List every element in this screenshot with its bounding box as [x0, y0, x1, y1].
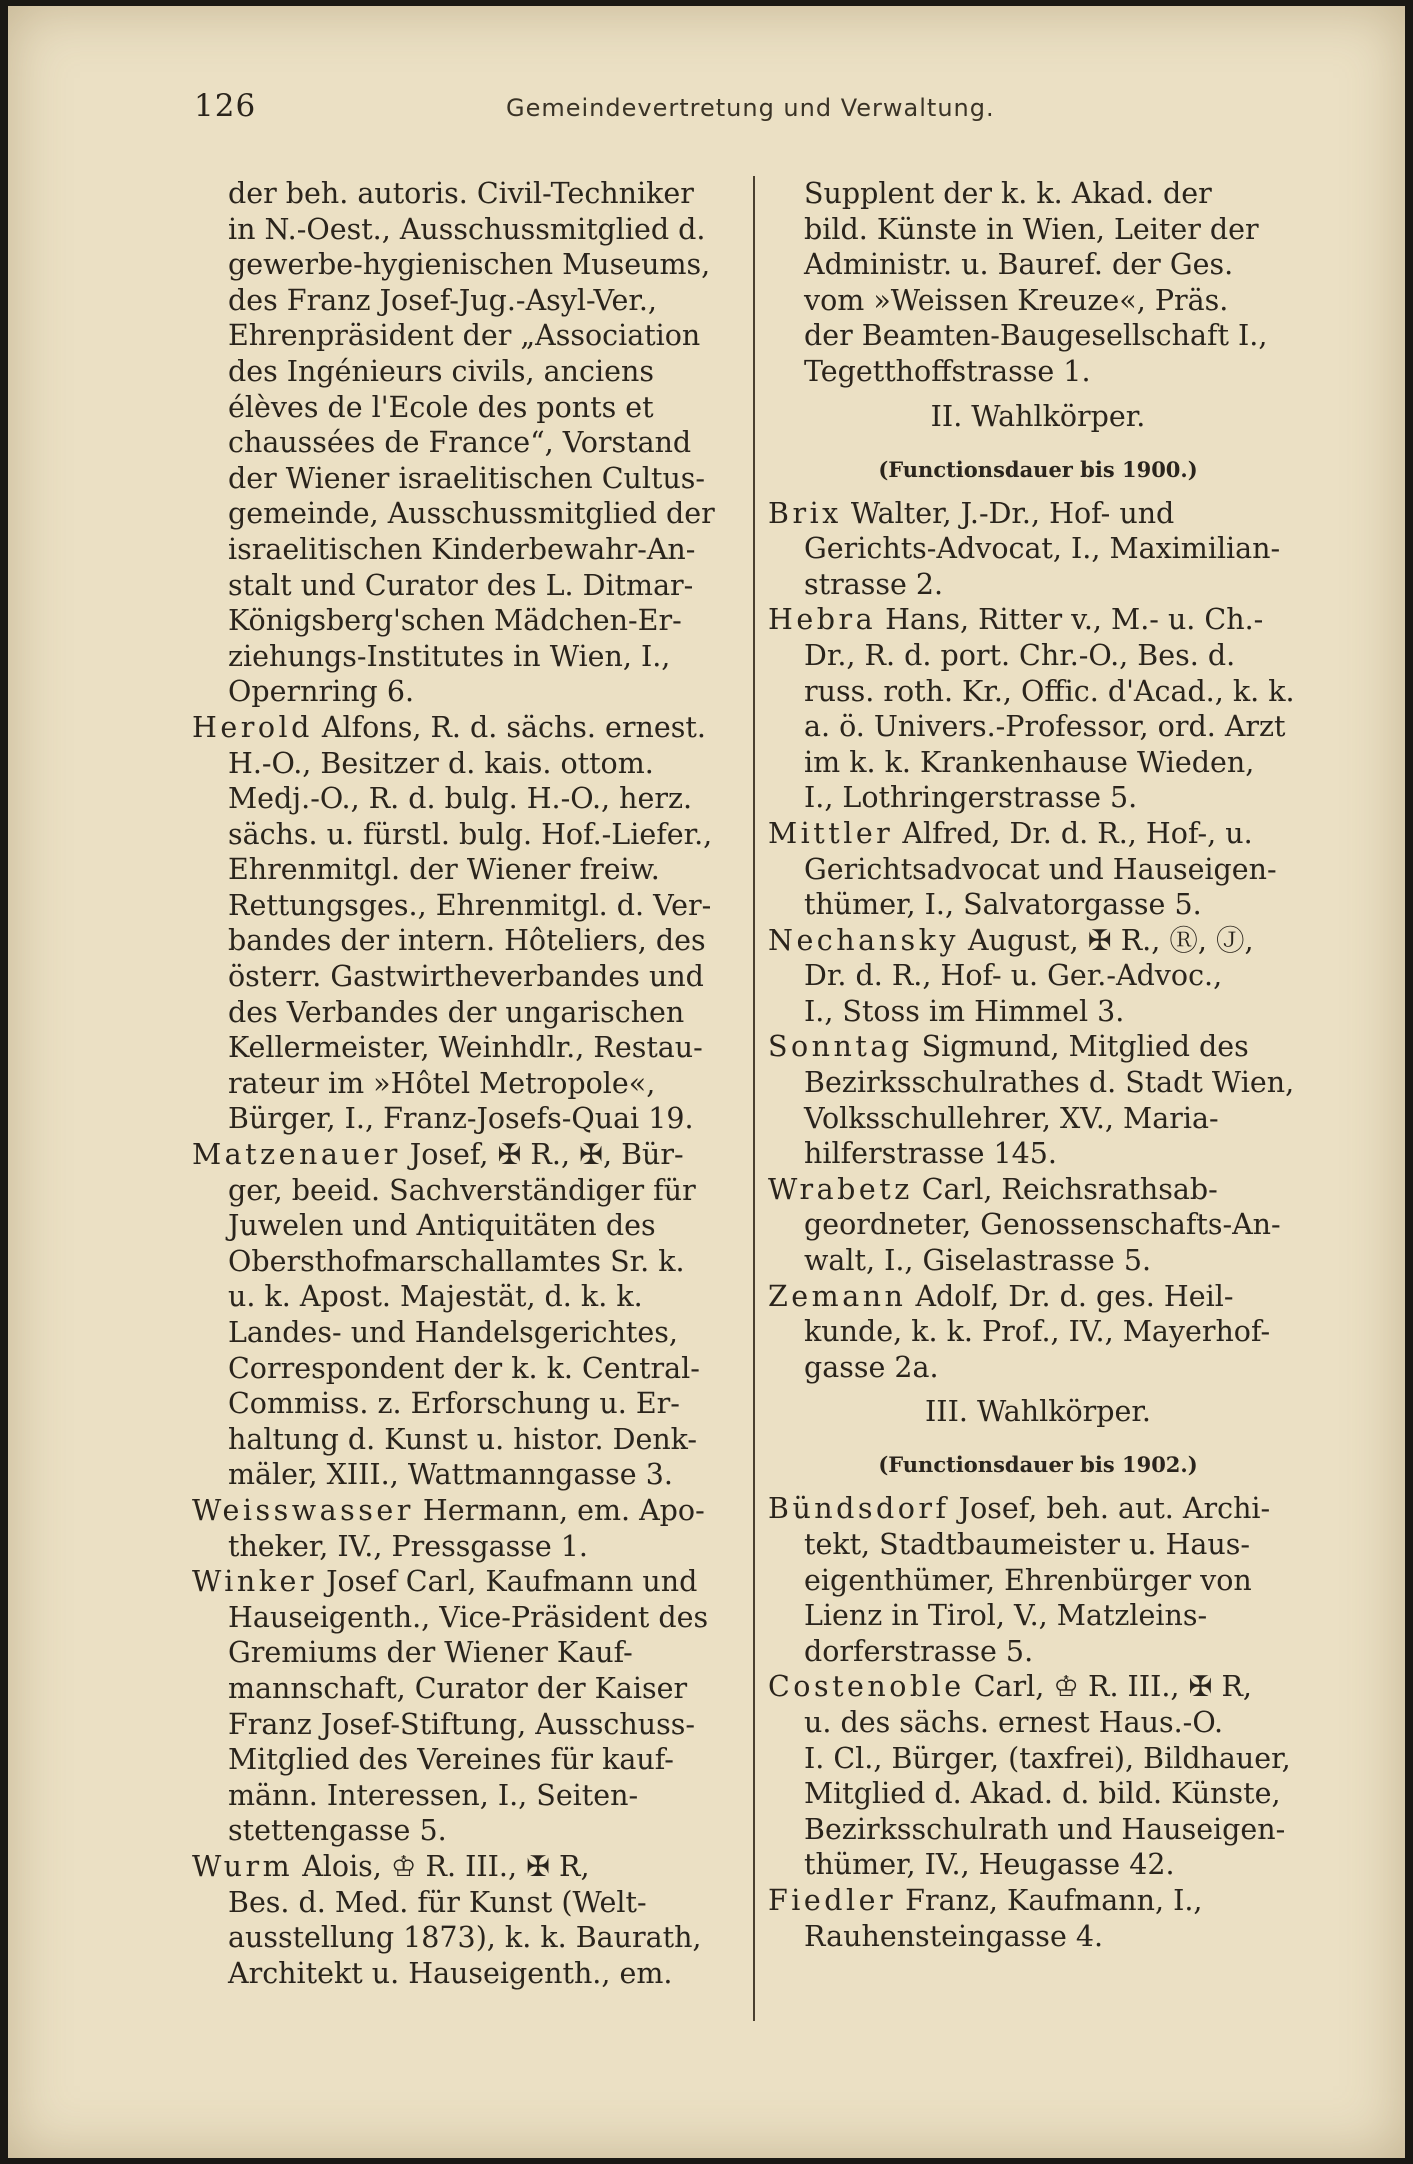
- entry-line: [768, 1527, 1308, 1563]
- entry-line: [768, 176, 1308, 212]
- entry-text: Obersthofmarschallamtes Sr. k.: [228, 1244, 685, 1278]
- entry-line: [768, 1776, 1308, 1812]
- entry-line: [192, 1671, 722, 1707]
- entry-first-line: [768, 1491, 1308, 1527]
- entry-text: Mitglied d. Akad. d. bild. Künste,: [804, 1777, 1281, 1811]
- entry-surname: Costenoble: [768, 1670, 965, 1704]
- entry-line: [192, 1066, 722, 1102]
- entry-text: u. k. Apost. Majestät, d. k. k.: [228, 1280, 643, 1314]
- entry-text: eigenthümer, Ehrenbürger von: [804, 1563, 1252, 1597]
- entry-text: Tegetthoffstrasse 1.: [804, 354, 1091, 388]
- entry-line: [768, 1101, 1308, 1137]
- entry-text: Kellermeister, Weinhdlr., Restau-: [228, 1031, 703, 1065]
- entry-text: Ehrenpräsident der „Association: [228, 319, 701, 353]
- entry-text: rateur im »Hôtel Metropole«,: [228, 1066, 656, 1100]
- entry-line: [768, 318, 1308, 354]
- entry-line: [192, 781, 722, 817]
- section-heading: II. Wahlkörper.: [930, 399, 1146, 433]
- entry-surname: Mittler: [768, 816, 894, 850]
- entry-text: Ehrenmitgl. der Wiener freiw.: [228, 853, 660, 887]
- entry-text: walt, I., Giselastrasse 5.: [804, 1244, 1152, 1278]
- entry-line: [768, 354, 1308, 390]
- entry-text: Volksschullehrer, XV., Maria-: [804, 1101, 1219, 1135]
- entry-first-line: [768, 1669, 1308, 1705]
- entry-line: [192, 603, 722, 639]
- entry-text: Commiss. z. Erforschung u. Er-: [228, 1387, 680, 1421]
- entry-text: thümer, IV., Heugasse 42.: [804, 1848, 1175, 1882]
- entry-line: [768, 1598, 1308, 1634]
- entry-text: Bezirksschulrathes d. Stadt Wien,: [804, 1066, 1295, 1100]
- entry-line: [768, 1634, 1308, 1670]
- entry-first-line: [768, 496, 1308, 532]
- entry-text: u. des sächs. ernest Haus.-O.: [804, 1705, 1224, 1739]
- entry-line: [192, 318, 722, 354]
- entry-text: geordneter, Genossenschafts-An-: [804, 1208, 1281, 1242]
- entry-text: des Verbandes der ungarischen: [228, 995, 685, 1029]
- entry-text: Dr. d. R., Hof- u. Ger.-Advoc.,: [804, 959, 1223, 993]
- entry-line: [192, 1315, 722, 1351]
- entry-text: Opernring 6.: [228, 675, 415, 709]
- entry-line: [192, 995, 722, 1031]
- entry-text: Franz, Kaufmann, I.,: [896, 1883, 1203, 1917]
- entry-surname: Fiedler: [768, 1883, 897, 1917]
- entry-line: [768, 745, 1308, 781]
- entry-line: [192, 1208, 722, 1244]
- entry-text: Alois, ♔ R. III., ✠ R,: [293, 1849, 590, 1883]
- section-heading: III. Wahlkörper.: [925, 1395, 1151, 1429]
- entry-line: [192, 1386, 722, 1422]
- entry-line: [192, 1529, 722, 1565]
- entry-line: [768, 1350, 1308, 1386]
- entry-text: Bezirksschulrath und Hauseigen-: [804, 1812, 1286, 1846]
- entry-line: [192, 390, 722, 426]
- entry-line: [192, 1101, 722, 1137]
- page-number: 126: [194, 88, 257, 124]
- entry-line: [192, 1707, 722, 1743]
- entry-text: I., Stoss im Himmel 3.: [804, 994, 1125, 1028]
- section-term: (Functionsdauer bis 1900.): [878, 456, 1198, 482]
- entry-text: sächs. u. fürstl. bulg. Hof.-Liefer.,: [228, 817, 713, 851]
- entry-text: haltung d. Kunst u. histor. Denk-: [228, 1422, 698, 1456]
- entry-surname: Sonntag: [768, 1030, 913, 1064]
- entry-first-line: [768, 602, 1308, 638]
- entry-text: Bes. d. Med. für Kunst (Welt-: [228, 1885, 647, 1919]
- entry-line: [192, 354, 722, 390]
- entry-line: [192, 176, 722, 212]
- entry-text: Rettungsges., Ehrenmitgl. d. Ver-: [228, 888, 712, 922]
- entry-first-line: [192, 1137, 722, 1173]
- entry-text: in N.-Oest., Ausschussmitglied d.: [228, 212, 706, 246]
- entry-text: bandes der intern. Hôteliers, des: [228, 924, 706, 958]
- entry-line: [192, 1351, 722, 1387]
- entry-surname: Matzenauer: [192, 1138, 401, 1172]
- entry-first-line: [768, 1172, 1308, 1208]
- entry-text: Supplent der k. k. Akad. der: [804, 177, 1212, 210]
- entry-text: Carl, Reichsrathsab-: [912, 1172, 1218, 1206]
- entry-line: [768, 674, 1308, 710]
- entry-text: ausstellung 1873), k. k. Baurath,: [228, 1921, 702, 1955]
- entry-first-line: [768, 1029, 1308, 1065]
- entry-text: ziehungs-Institutes in Wien, I.,: [228, 639, 671, 673]
- entry-line: [192, 1279, 722, 1315]
- entry-line: [768, 212, 1308, 248]
- entry-line: [768, 994, 1308, 1030]
- entry-line: [768, 1741, 1308, 1777]
- entry-text: österr. Gastwirtheverbandes und: [228, 960, 704, 994]
- entry-line: [768, 780, 1308, 816]
- entry-surname: Weisswasser: [192, 1493, 414, 1527]
- entry-line: [768, 1847, 1308, 1883]
- entry-line: [192, 1422, 722, 1458]
- entry-text: Gerichtsadvocat und Hauseigen-: [804, 852, 1277, 886]
- entry-first-line: [192, 1493, 722, 1529]
- entry-text: bild. Künste in Wien, Leiter der: [804, 212, 1259, 246]
- entry-line: [192, 1742, 722, 1778]
- entry-text: Gremiums der Wiener Kauf-: [228, 1636, 633, 1670]
- entry-line: [192, 1956, 722, 1992]
- entry-text: Dr., R. d. port. Chr.-O., Bes. d.: [804, 638, 1236, 672]
- entry-text: Josef, beh. aut. Archi-: [949, 1492, 1271, 1526]
- entry-text: Hauseigenth., Vice-Präsident des: [228, 1600, 709, 1634]
- entry-first-line: [192, 710, 722, 746]
- entry-line: [768, 531, 1308, 567]
- entry-surname: Wrabetz: [768, 1172, 913, 1206]
- entry-text: Walter, J.-Dr., Hof- und: [841, 496, 1175, 530]
- entry-text: Carl, ♔ R. III., ✠ R,: [964, 1670, 1252, 1704]
- entry-text: Königsberg'schen Mädchen-Er-: [228, 604, 682, 638]
- entry-text: der beh. autoris. Civil-Techniker: [228, 177, 694, 210]
- entry-text: gewerbe-hygienischen Museums,: [228, 248, 711, 282]
- entry-text: thümer, I., Salvatorgasse 5.: [804, 888, 1202, 922]
- entry-text: Gerichts-Advocat, I., Maximilian-: [804, 532, 1281, 566]
- entry-line: [192, 888, 722, 924]
- entry-first-line: [768, 923, 1308, 959]
- entry-line: [192, 1885, 722, 1921]
- entry-surname: Wurm: [192, 1849, 294, 1883]
- entry-text: mäler, XIII., Wattmanngasse 3.: [228, 1458, 673, 1492]
- entry-line: [768, 1136, 1308, 1172]
- entry-line: [768, 567, 1308, 603]
- entry-first-line: [192, 1849, 722, 1885]
- entry-line: [192, 817, 722, 853]
- section-term: (Functionsdauer bis 1902.): [878, 1452, 1198, 1478]
- entry-text: Lienz in Tirol, V., Matzleins-: [804, 1599, 1208, 1633]
- column-divider: [753, 176, 755, 2021]
- entry-line: [768, 1243, 1308, 1279]
- entry-text: kunde, k. k. Prof., IV., Mayerhof-: [804, 1315, 1271, 1349]
- entry-line: [192, 639, 722, 675]
- entry-line: [768, 1812, 1308, 1848]
- entry-text: dorferstrasse 5.: [804, 1634, 1034, 1668]
- entry-text: hilferstrasse 145.: [804, 1137, 1057, 1171]
- entry-line: [768, 1705, 1308, 1741]
- entry-text: Alfons, R. d. sächs. ernest.: [312, 710, 706, 744]
- entry-surname: Hebra: [768, 603, 877, 637]
- entry-first-line: [192, 1564, 722, 1600]
- entry-line: [192, 1457, 722, 1493]
- entry-line: [192, 1635, 722, 1671]
- entry-line: [192, 923, 722, 959]
- entry-text: Sigmund, Mitglied des: [912, 1030, 1249, 1064]
- entry-line: [192, 1173, 722, 1209]
- entry-line: [768, 709, 1308, 745]
- entry-text: Josef Carl, Kaufmann und: [317, 1565, 698, 1599]
- entry-surname: Brix: [768, 496, 842, 530]
- entry-text: der Wiener israelitischen Cultus-: [228, 461, 706, 495]
- entry-text: männ. Interessen, I., Seiten-: [228, 1778, 639, 1812]
- entry-line: [192, 461, 722, 497]
- entry-text: mannschaft, Curator der Kaiser: [228, 1671, 688, 1705]
- entry-line: [192, 425, 722, 461]
- entry-line: [192, 1813, 722, 1849]
- entry-text: Landes- und Handelsgerichtes,: [228, 1316, 678, 1349]
- entry-surname: Nechansky: [768, 923, 959, 957]
- right-column: [768, 176, 1308, 1954]
- entry-text: Medj.-O., R. d. bulg. H.-O., herz.: [228, 782, 693, 816]
- entry-surname: Zemann: [768, 1279, 907, 1313]
- entry-line: [768, 1919, 1308, 1955]
- entry-text: I., Lothringerstrasse 5.: [804, 781, 1138, 815]
- running-title: Gemeindevertretung und Verwaltung.: [506, 94, 995, 122]
- entry-line: [192, 247, 722, 283]
- entry-line: [768, 1065, 1308, 1101]
- entry-text: gemeinde, Ausschussmitglied der: [228, 497, 715, 531]
- entry-line: [768, 958, 1308, 994]
- entry-line: [192, 1600, 722, 1636]
- book-page: [8, 6, 1405, 2158]
- entry-text: H.-O., Besitzer d. kais. ottom.: [228, 746, 654, 780]
- entry-text: theker, IV., Pressgasse 1.: [228, 1529, 588, 1563]
- entry-line: [192, 532, 722, 568]
- entry-line: [768, 852, 1308, 888]
- entry-text: August, ✠ R., Ⓡ, Ⓙ,: [958, 923, 1254, 957]
- entry-text: im k. k. Krankenhause Wieden,: [804, 745, 1255, 779]
- entry-text: des Ingénieurs civils, anciens: [228, 354, 654, 388]
- entry-text: Juwelen und Antiquitäten des: [228, 1209, 656, 1243]
- entry-line: [192, 852, 722, 888]
- entry-text: Rauhensteingasse 4.: [804, 1919, 1104, 1953]
- entry-text: vom »Weissen Kreuze«, Präs.: [804, 283, 1229, 317]
- entry-line: [768, 887, 1308, 923]
- entry-text: russ. roth. Kr., Offic. d'Acad., k. k.: [804, 674, 1295, 708]
- entry-text: Adolf, Dr. d. ges. Heil-: [906, 1279, 1234, 1313]
- page-header: [194, 88, 1014, 128]
- entry-surname: Herold: [192, 710, 313, 744]
- entry-line: [768, 283, 1308, 319]
- entry-text: strasse 2.: [804, 567, 944, 601]
- entry-text: Josef, ✠ R., ✠, Bür-: [400, 1138, 684, 1172]
- entry-text: israelitischen Kinderbewahr-An-: [228, 532, 696, 566]
- entry-text: Correspondent der k. k. Central-: [228, 1351, 700, 1385]
- entry-surname: Winker: [192, 1565, 318, 1599]
- entry-text: a. ö. Univers.-Professor, ord. Arzt: [804, 710, 1286, 744]
- entry-line: [192, 1244, 722, 1280]
- entry-text: chaussées de France“, Vorstand: [228, 426, 692, 460]
- entry-line: [192, 746, 722, 782]
- entry-line: [768, 1207, 1308, 1243]
- entry-line: [192, 1030, 722, 1066]
- entry-text: Hans, Ritter v., M.- u. Ch.-: [876, 603, 1264, 637]
- entry-text: stettengasse 5.: [228, 1814, 447, 1848]
- entry-line: [192, 674, 722, 710]
- entry-first-line: [768, 816, 1308, 852]
- entry-first-line: [768, 1883, 1308, 1919]
- entry-line: [192, 568, 722, 604]
- entry-first-line: [768, 1279, 1308, 1315]
- entry-text: tekt, Stadtbaumeister u. Haus-: [804, 1528, 1250, 1561]
- entry-line: [768, 1563, 1308, 1599]
- entry-text: gasse 2a.: [804, 1350, 939, 1384]
- entry-line: [768, 247, 1308, 283]
- entry-text: I. Cl., Bürger, (taxfrei), Bildhauer,: [804, 1741, 1291, 1775]
- entry-text: Bürger, I., Franz-Josefs-Quai 19.: [228, 1102, 694, 1136]
- entry-line: [192, 1920, 722, 1956]
- entry-text: Hermann, em. Apo-: [413, 1493, 705, 1527]
- entry-text: Architekt u. Hauseigenth., em.: [228, 1956, 673, 1990]
- entry-line: [192, 959, 722, 995]
- entry-text: des Franz Josef-Jug.-Asyl-Ver.,: [228, 283, 657, 317]
- entry-surname: Bündsdorf: [768, 1492, 950, 1526]
- entry-line: [192, 212, 722, 248]
- entry-text: ger, beeid. Sachverständiger für: [228, 1173, 696, 1207]
- entry-line: [768, 638, 1308, 674]
- entry-text: Administr. u. Bauref. der Ges.: [804, 248, 1234, 282]
- entry-text: Franz Josef-Stiftung, Ausschuss-: [228, 1707, 695, 1741]
- entry-text: stalt und Curator des L. Ditmar-: [228, 568, 694, 602]
- entry-line: [768, 1314, 1308, 1350]
- left-column: [192, 176, 722, 1991]
- entry-text: élèves de l'Ecole des ponts et: [228, 390, 654, 424]
- entry-line: [192, 496, 722, 532]
- entry-line: [192, 283, 722, 319]
- entry-text: Alfred, Dr. d. R., Hof-, u.: [893, 816, 1253, 850]
- entry-text: der Beamten-Baugesellschaft I.,: [804, 319, 1268, 353]
- entry-text: Mitglied des Vereines für kauf-: [228, 1743, 674, 1777]
- entry-line: [192, 1778, 722, 1814]
